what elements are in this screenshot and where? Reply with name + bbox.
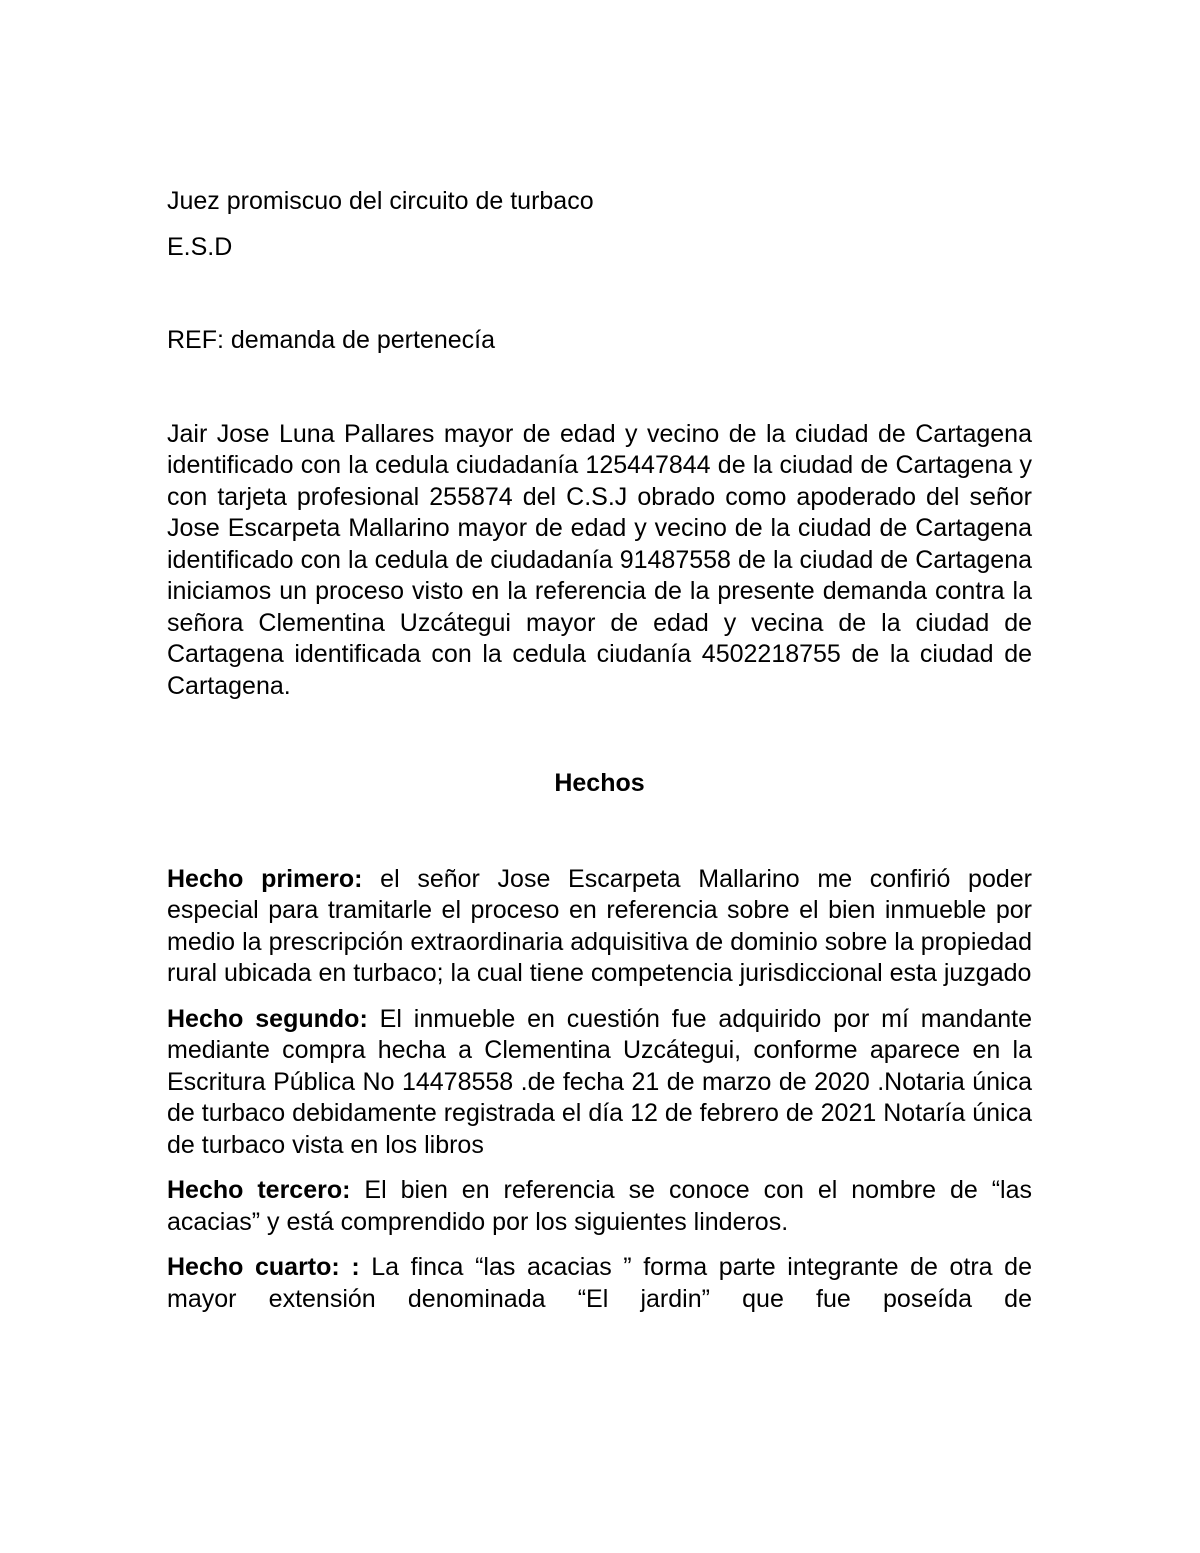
hecho-text: La finca “las acacias ” forma parte integrante de otra de mayor extensión denominada “El jardin” que fue poseída de <box>167 1253 1032 1313</box>
hecho-paragraph <box>167 1175 1032 1238</box>
hecho-paragraph <box>167 864 1032 990</box>
section-heading: Hechos <box>554 769 645 797</box>
hecho-text: El inmueble en cuestión fue adquirido por mí mandante mediante compra hecha a Clementina Uzcátegui, conforme aparece en la Escritura Pública No 14478558 .de fecha 21 de marzo de 2020 .Notaria única de turbaco debidamente registrada el día 12 de febrero de 2021 Notaría única de turbaco vista en los libros <box>167 1004 1033 1159</box>
intro-paragraph: Jair Jose Luna Pallares mayor de edad y vecino de la ciudad de Cartagena identificado con la cedula ciudadanía 125447844 de la ciudad de Cartagena y con tarjeta profesional 255874 del C.S.J obrado como apoderado del señor Jose Escarpeta Mallarino mayor de edad y vecino de la ciudad de Cartagena identificado con la cedula de ciudadanía 91487558 de la ciudad de Cartagena iniciamos un proceso visto en la referencia de la presente demanda contra la señora Clementina Uzcátegui mayor de edad y vecina de la ciudad de Cartagena identificada con la cedula ciudanía 4502218755 de la ciudad de Cartagena. <box>167 419 1032 700</box>
addressee-line: Juez promiscuo del circuito de turbaco <box>167 187 594 215</box>
esd-line: E.S.D <box>167 232 233 261</box>
hecho-paragraph <box>167 1004 1032 1162</box>
hecho-label: Hecho segundo: <box>167 1004 368 1033</box>
hecho-text: El bien en referencia se conoce con el nombre de “las acacias” y está comprendido por los siguientes linderos. <box>167 1176 1032 1236</box>
hecho-label: Hecho cuarto: : <box>167 1253 360 1281</box>
hecho-label: Hecho primero: <box>167 864 363 893</box>
hecho-label: Hecho tercero: <box>167 1176 351 1204</box>
hecho-text: el señor Jose Escarpeta Mallarino me confirió poder especial para tramitarle el proceso en referencia sobre el bien inmueble por medio la prescripción extraordinaria adquisitiva de dominio sobre la propiedad rural ubicada en turbaco; la cual tiene competencia jurisdiccional esta juzgado <box>167 864 1032 987</box>
reference-line: REF: demanda de pertenecía <box>167 326 495 354</box>
document-page <box>167 186 1032 1329</box>
hecho-paragraph <box>167 1252 1032 1315</box>
